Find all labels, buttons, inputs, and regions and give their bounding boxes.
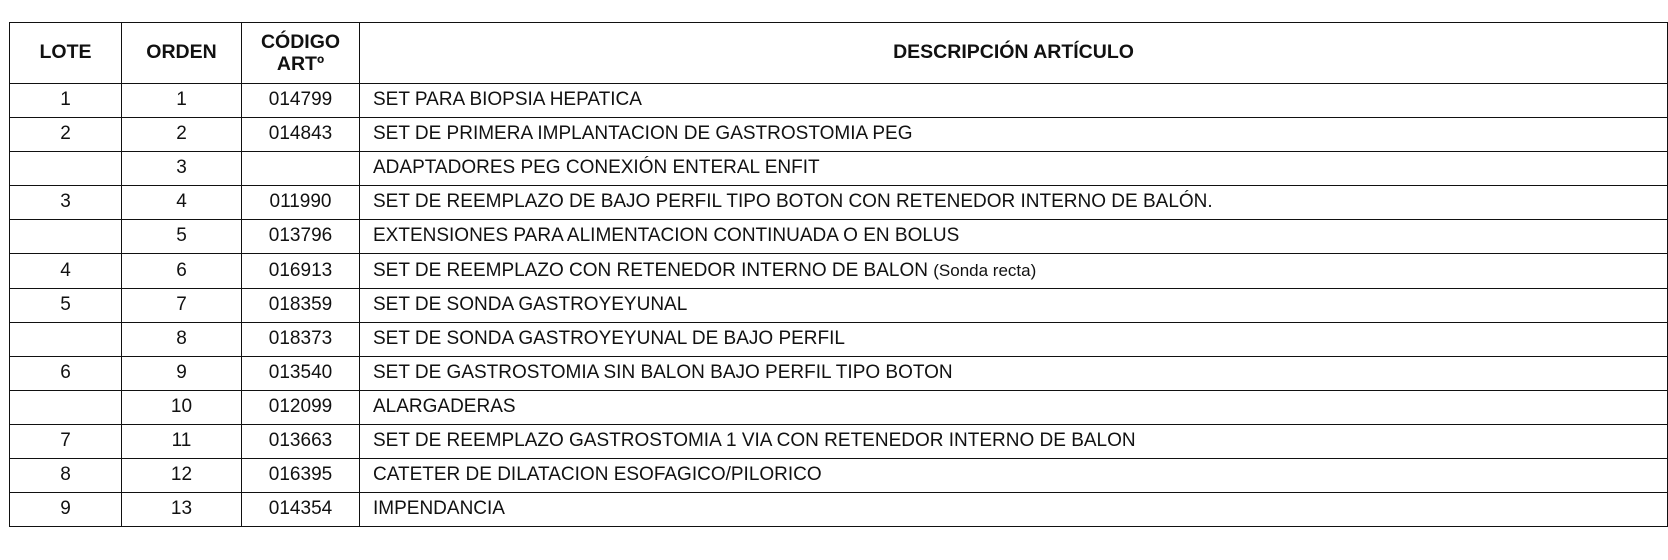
cell-descripcion: SET DE SONDA GASTROYEYUNAL DE BAJO PERFIL <box>360 322 1668 356</box>
document-page <box>9 22 1667 527</box>
cell-lote: 1 <box>10 84 122 118</box>
table-row <box>10 424 1668 458</box>
table-row <box>10 220 1668 254</box>
cell-descripcion: SET DE REEMPLAZO GASTROSTOMIA 1 VIA CON RETENEDOR INTERNO DE BALON <box>360 424 1668 458</box>
cell-codigo: 012099 <box>242 390 360 424</box>
header-codigo-line1: CÓDIGO <box>260 30 341 53</box>
cell-lote <box>10 322 122 356</box>
cell-lote <box>10 390 122 424</box>
cell-codigo: 016913 <box>242 254 360 288</box>
table-row <box>10 459 1668 493</box>
cell-codigo: 013540 <box>242 356 360 390</box>
header-lote: LOTE <box>10 23 122 84</box>
cell-lote <box>10 152 122 186</box>
cell-orden: 5 <box>122 220 242 254</box>
header-orden: ORDEN <box>122 23 242 84</box>
descripcion-text: SET DE REEMPLAZO CON RETENEDOR INTERNO DE BALON <box>373 259 928 281</box>
cell-lote: 2 <box>10 118 122 152</box>
cell-orden: 3 <box>122 152 242 186</box>
table-row <box>10 254 1668 288</box>
cell-lote: 7 <box>10 424 122 458</box>
cell-descripcion: SET DE PRIMERA IMPLANTACION DE GASTROSTOMIA PEG <box>360 118 1668 152</box>
cell-lote <box>10 220 122 254</box>
table-row <box>10 322 1668 356</box>
cell-codigo <box>242 152 360 186</box>
cell-descripcion: SET PARA BIOPSIA HEPATICA <box>360 84 1668 118</box>
cell-descripcion: EXTENSIONES PARA ALIMENTACION CONTINUADA O EN BOLUS <box>360 220 1668 254</box>
cell-orden: 12 <box>122 459 242 493</box>
cell-descripcion: ADAPTADORES PEG CONEXIÓN ENTERAL ENFIT <box>360 152 1668 186</box>
cell-codigo: 013663 <box>242 424 360 458</box>
cell-descripcion: IMPENDANCIA <box>360 493 1668 527</box>
cell-codigo: 014843 <box>242 118 360 152</box>
table-row <box>10 118 1668 152</box>
cell-codigo: 016395 <box>242 459 360 493</box>
table-row <box>10 84 1668 118</box>
cell-orden: 4 <box>122 186 242 220</box>
cell-descripcion: ALARGADERAS <box>360 390 1668 424</box>
cell-orden: 1 <box>122 84 242 118</box>
cell-orden: 10 <box>122 390 242 424</box>
cell-descripcion: CATETER DE DILATACION ESOFAGICO/PILORICO <box>360 459 1668 493</box>
cell-orden: 6 <box>122 254 242 288</box>
cell-orden: 8 <box>122 322 242 356</box>
cell-codigo: 014354 <box>242 493 360 527</box>
cell-codigo: 018373 <box>242 322 360 356</box>
table-row <box>10 288 1668 322</box>
table-header-row <box>10 23 1668 84</box>
cell-lote: 9 <box>10 493 122 527</box>
cell-codigo: 018359 <box>242 288 360 322</box>
table-row <box>10 390 1668 424</box>
header-descripcion: DESCRIPCIÓN ARTÍCULO <box>360 23 1668 84</box>
cell-lote: 6 <box>10 356 122 390</box>
table-row <box>10 152 1668 186</box>
cell-orden: 11 <box>122 424 242 458</box>
table-row <box>10 493 1668 527</box>
cell-codigo: 013796 <box>242 220 360 254</box>
cell-lote: 3 <box>10 186 122 220</box>
cell-orden: 9 <box>122 356 242 390</box>
table-row <box>10 356 1668 390</box>
cell-descripcion: SET DE REEMPLAZO DE BAJO PERFIL TIPO BOTON CON RETENEDOR INTERNO DE BALÓN. <box>360 186 1668 220</box>
cell-codigo: 014799 <box>242 84 360 118</box>
cell-lote: 4 <box>10 254 122 288</box>
cell-descripcion: SET DE GASTROSTOMIA SIN BALON BAJO PERFIL TIPO BOTON <box>360 356 1668 390</box>
header-codigo <box>242 23 360 84</box>
cell-codigo: 011990 <box>242 186 360 220</box>
cell-descripcion: SET DE SONDA GASTROYEYUNAL <box>360 288 1668 322</box>
descripcion-note: (Sonda recta) <box>933 260 1037 280</box>
table-row <box>10 186 1668 220</box>
cell-descripcion <box>360 254 1668 288</box>
cell-lote: 5 <box>10 288 122 322</box>
cell-orden: 2 <box>122 118 242 152</box>
cell-lote: 8 <box>10 459 122 493</box>
cell-orden: 13 <box>122 493 242 527</box>
cell-orden: 7 <box>122 288 242 322</box>
articles-table <box>9 22 1668 527</box>
header-codigo-line2: ARTº <box>276 53 325 75</box>
